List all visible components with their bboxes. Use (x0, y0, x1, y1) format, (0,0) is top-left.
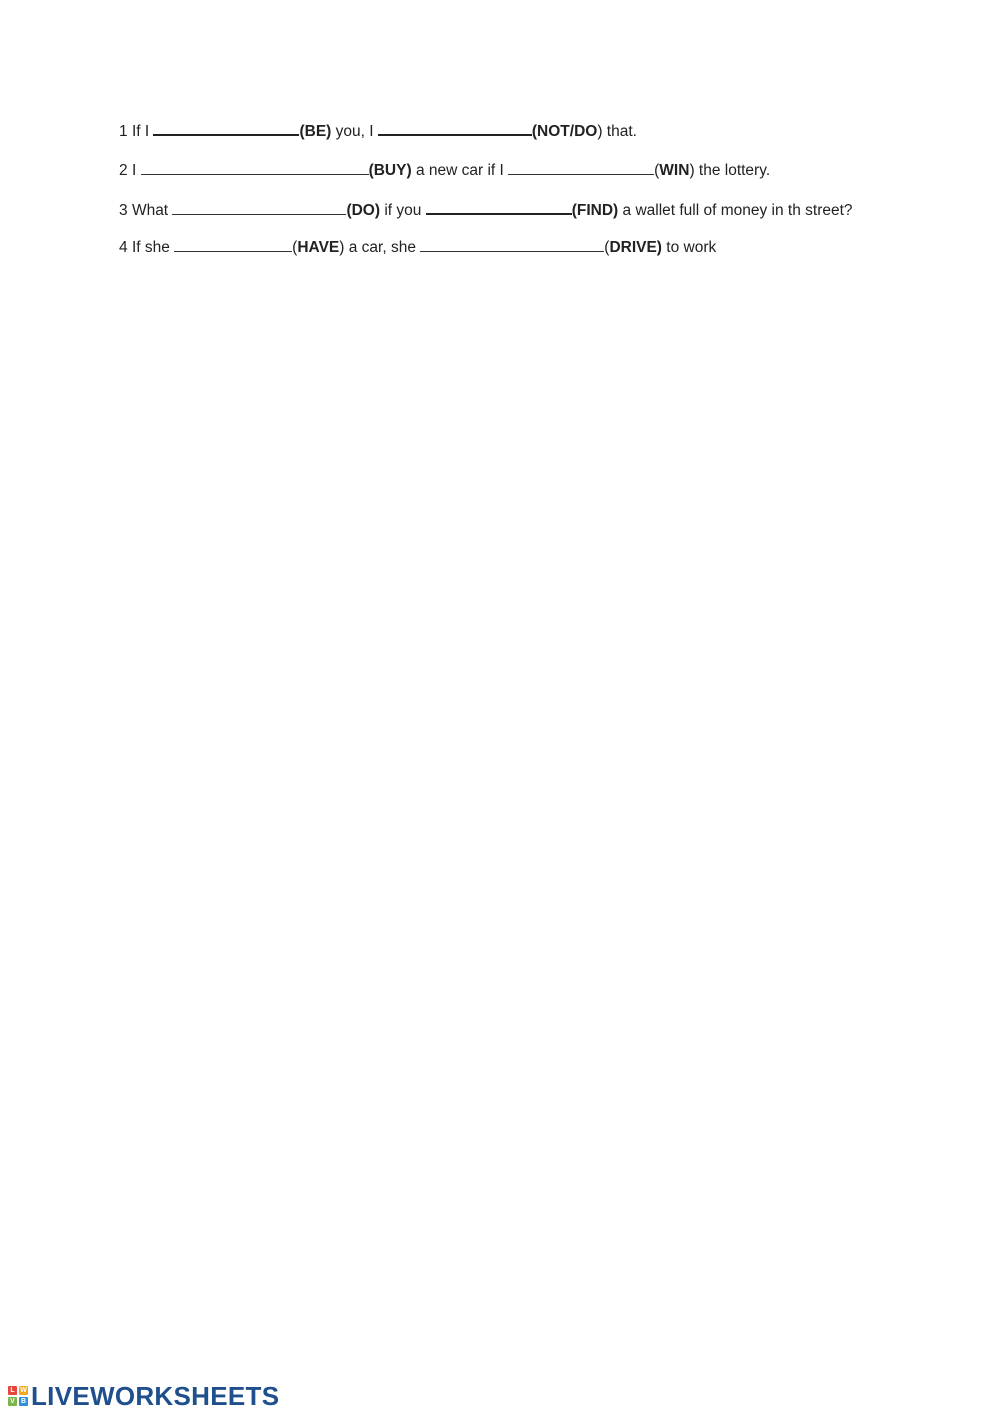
question-text: if you (384, 202, 422, 219)
question-text: a wallet full of money in th street? (622, 202, 853, 219)
answer-blank-3b[interactable] (426, 197, 572, 215)
question-text: ) a car, she (339, 239, 416, 256)
verb-hint: DRIVE) (609, 239, 662, 256)
paren-open: ( (604, 239, 610, 256)
answer-blank-2b[interactable] (508, 158, 654, 175)
answer-blank-1b[interactable] (378, 118, 532, 136)
answer-blank-2a[interactable] (141, 158, 369, 175)
verb-hint: (FIND) (571, 202, 619, 219)
verb-hint: (DO) (346, 202, 381, 219)
answer-blank-3a[interactable] (172, 198, 346, 215)
question-1 (119, 118, 859, 144)
question-text: I (131, 162, 137, 179)
question-text: ) the lottery. (689, 162, 771, 179)
verb-hint: (NOT/DO (531, 123, 598, 140)
question-2 (119, 158, 859, 183)
answer-blank-1a[interactable] (153, 118, 299, 136)
question-4 (119, 235, 859, 260)
question-number: 3 (119, 202, 128, 219)
question-text: a new car if I (415, 162, 504, 179)
question-number: 2 (119, 162, 128, 179)
question-text: If she (131, 239, 170, 256)
liveworksheets-logo-icon: L W V B (8, 1386, 28, 1406)
question-number: 4 (119, 239, 128, 256)
liveworksheets-footer (8, 1381, 279, 1411)
question-text: What (131, 202, 169, 219)
verb-hint: WIN (659, 162, 690, 179)
question-text: If I (131, 123, 150, 140)
question-text: ) that. (597, 123, 637, 140)
question-number: 1 (119, 123, 128, 140)
question-text: you, I (335, 123, 374, 140)
worksheet-exercise (119, 118, 859, 274)
brand-name: LIVEWORKSHEETS (31, 1380, 280, 1411)
question-3 (119, 197, 859, 223)
answer-blank-4b[interactable] (420, 235, 604, 252)
paren-open: ( (654, 162, 660, 179)
answer-blank-4a[interactable] (174, 235, 292, 252)
verb-hint: (BUY) (368, 162, 412, 179)
verb-hint: HAVE (297, 239, 340, 256)
paren-open: ( (292, 239, 298, 256)
verb-hint: (BE) (299, 123, 332, 140)
question-text: to work (666, 239, 717, 256)
